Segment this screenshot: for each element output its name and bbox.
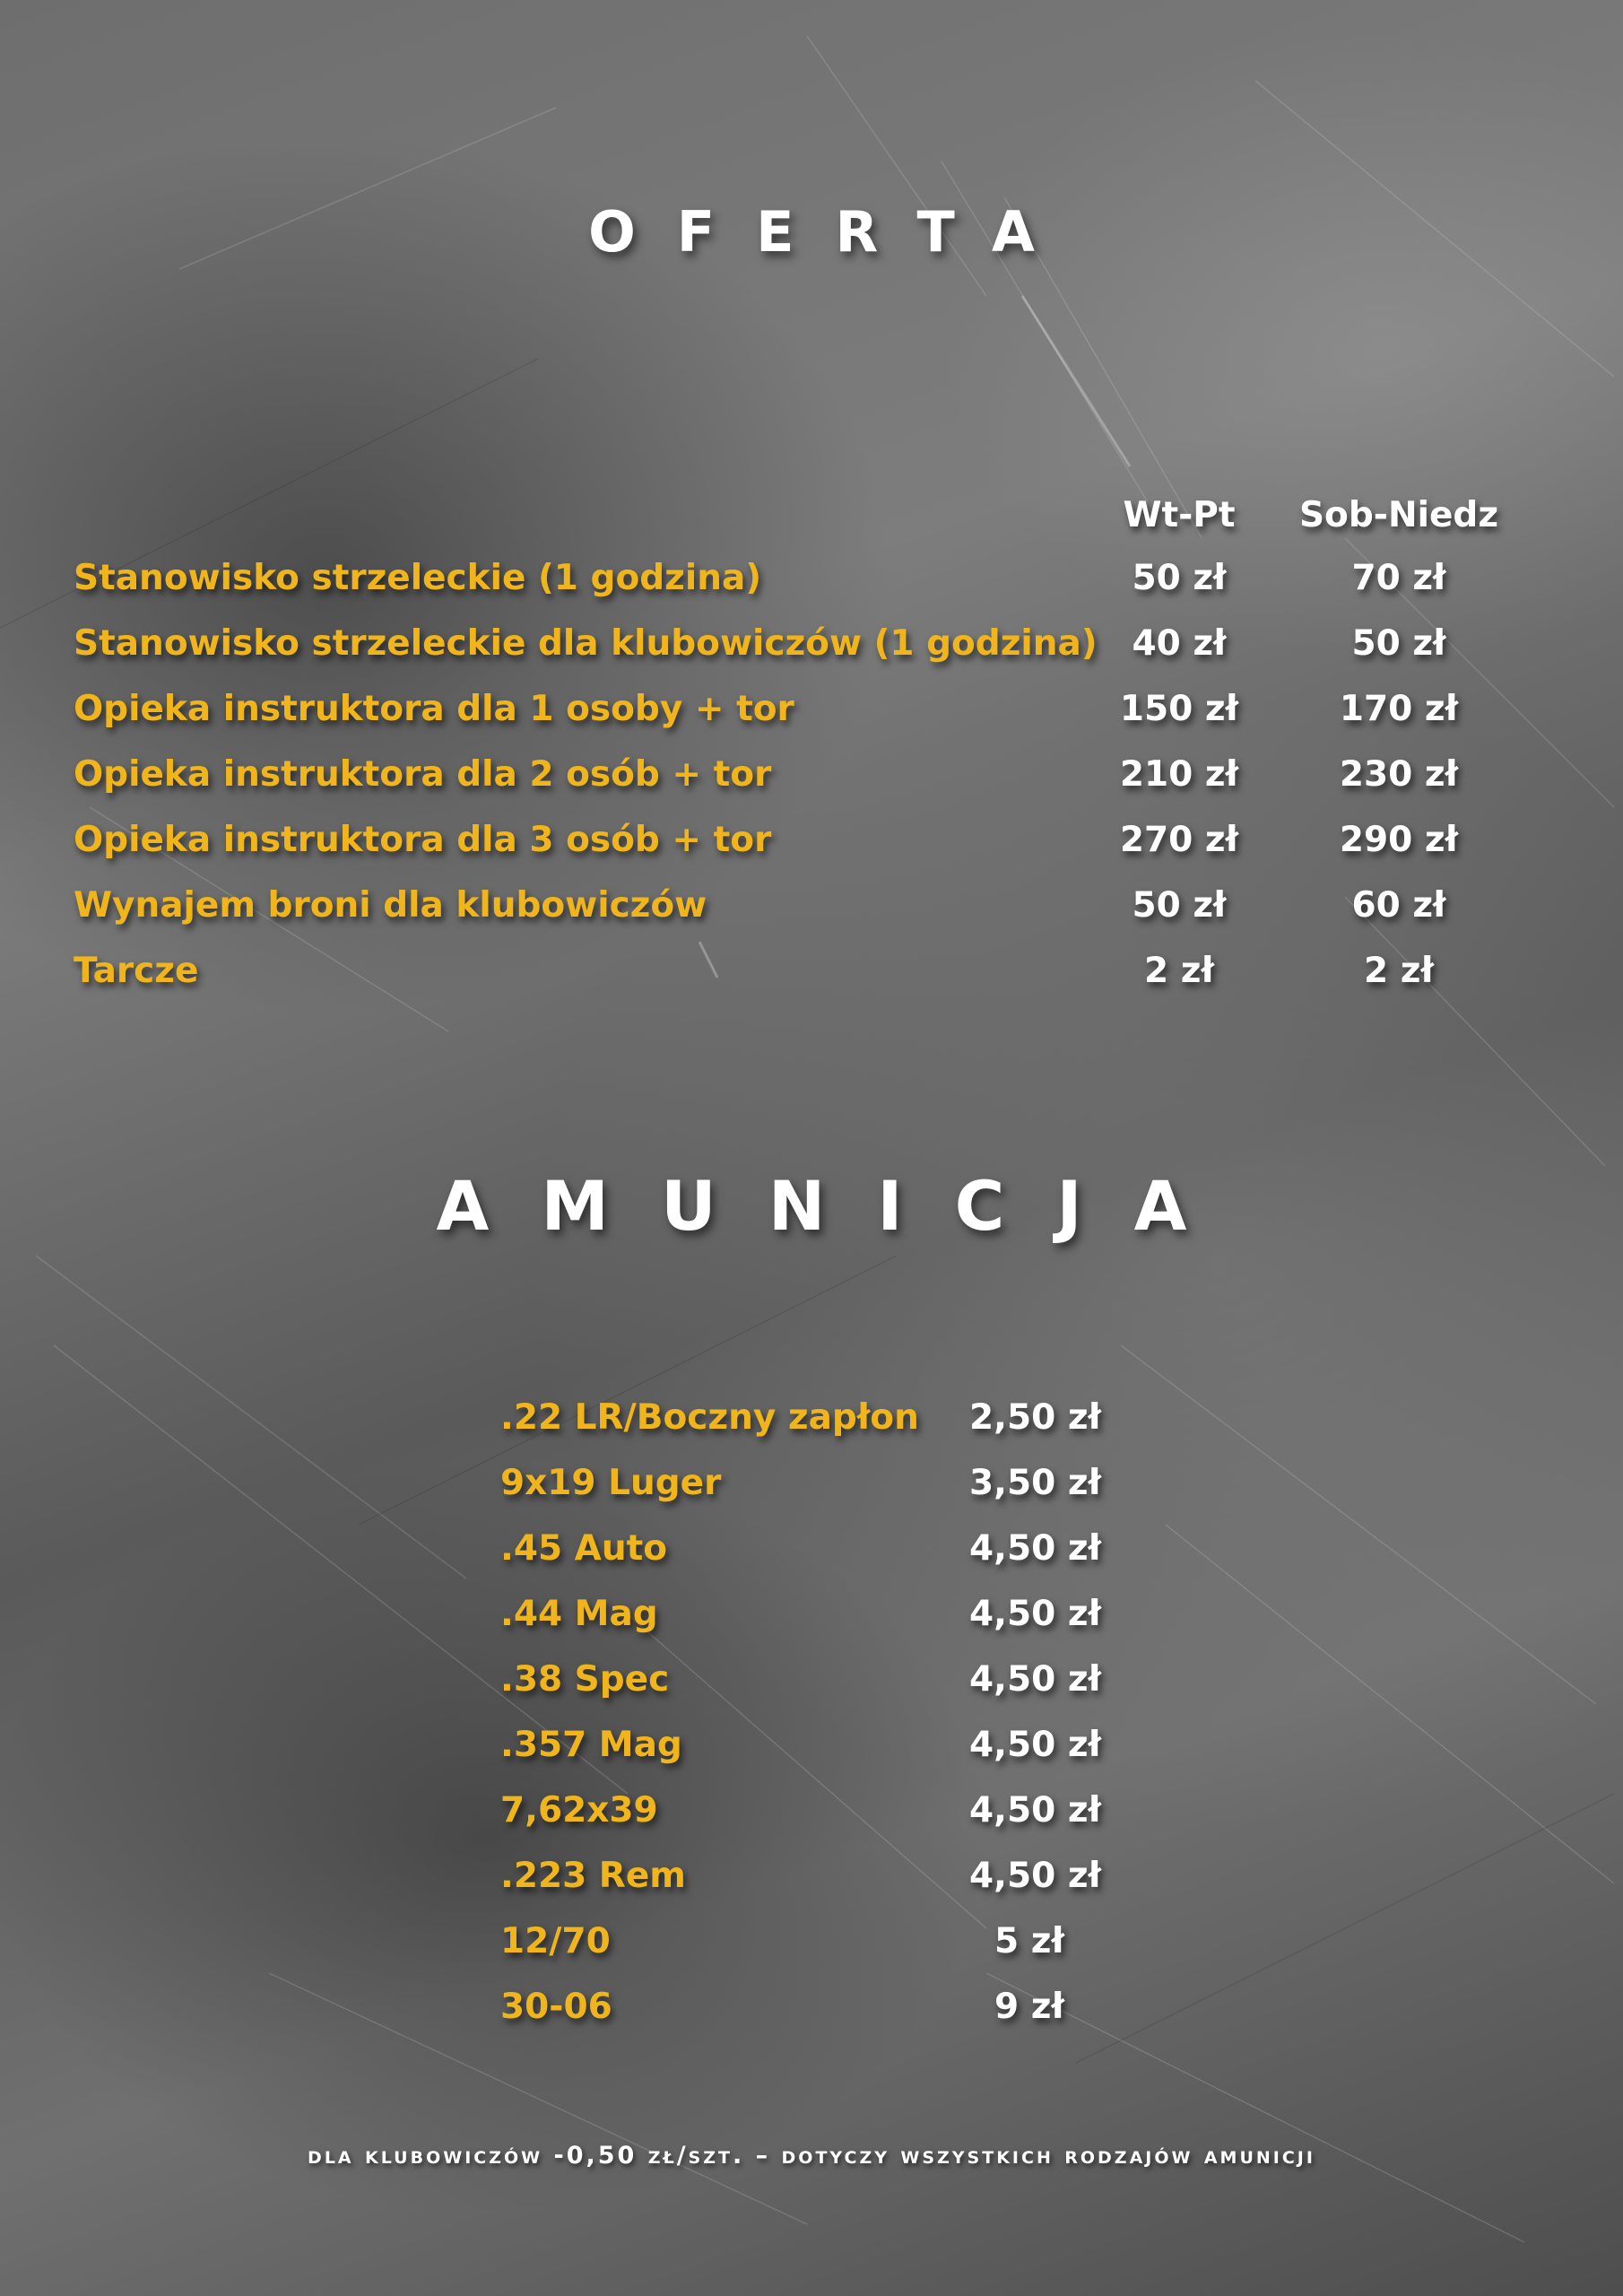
ammo-caliber: .45 Auto	[500, 1528, 668, 1569]
ammo-price: 4,50 zł	[969, 1856, 1101, 1896]
ammo-price-list	[500, 1397, 1128, 2052]
offer-price-weekend: 70 zł	[1351, 558, 1446, 598]
ammo-caliber: 30-06	[500, 1987, 612, 2027]
offer-row	[74, 558, 1562, 623]
offer-row	[74, 689, 1562, 754]
ammo-price: 9 zł	[994, 1987, 1064, 2027]
ammo-row	[500, 1725, 1128, 1790]
ammo-caliber: .357 Mag	[500, 1725, 682, 1765]
offer-price-list	[74, 558, 1562, 1016]
column-header-weekend: Sob-Niedz	[1298, 495, 1499, 535]
offer-price-weekend: 60 zł	[1351, 885, 1446, 926]
ammo-caliber: 7,62x39	[500, 1790, 658, 1831]
offer-price-weekend: 170 zł	[1339, 689, 1459, 729]
offer-price-weekday: 50 zł	[1132, 885, 1227, 926]
ammo-caliber: .223 Rem	[500, 1856, 686, 1896]
ammo-price: 4,50 zł	[969, 1528, 1101, 1569]
offer-price-weekend: 2 zł	[1364, 951, 1434, 991]
offer-price-weekday: 2 zł	[1144, 951, 1214, 991]
offer-item-name: Opieka instruktora dla 1 osoby + tor	[74, 689, 794, 729]
ammo-price: 3,50 zł	[969, 1463, 1101, 1503]
ammo-heading: AMUNICJA	[436, 1166, 1239, 1246]
ammo-price: 4,50 zł	[969, 1594, 1101, 1634]
offer-price-weekday: 50 zł	[1132, 558, 1227, 598]
offer-price-weekday: 270 zł	[1119, 820, 1239, 860]
ammo-row	[500, 1463, 1128, 1528]
ammo-caliber: 12/70	[500, 1921, 611, 1961]
ammo-price: 4,50 zł	[969, 1659, 1101, 1700]
ammo-caliber: .44 Mag	[500, 1594, 658, 1634]
ammo-price: 2,50 zł	[969, 1397, 1101, 1438]
ammo-price: 4,50 zł	[969, 1725, 1101, 1765]
offer-price-weekday: 210 zł	[1119, 754, 1239, 795]
ammo-row	[500, 1659, 1128, 1725]
offer-price-weekend: 50 zł	[1351, 623, 1446, 664]
offer-heading: OFERTA	[588, 199, 1076, 265]
offer-row	[74, 754, 1562, 820]
ammo-caliber: .22 LR/Boczny zapłon	[500, 1397, 919, 1438]
ammo-row	[500, 1594, 1128, 1659]
offer-item-name: Opieka instruktora dla 3 osób + tor	[74, 820, 772, 860]
ammo-row	[500, 1987, 1128, 2052]
ammo-caliber: .38 Spec	[500, 1659, 670, 1700]
ammo-row	[500, 1921, 1128, 1987]
offer-item-name: Wynajem broni dla klubowiczów	[74, 885, 707, 926]
ammo-price: 4,50 zł	[969, 1790, 1101, 1831]
member-discount-note: dla klubowiczów -0,50 zł/szt. – dotyczy wszystkich rodzajów amunicji	[308, 2142, 1315, 2170]
offer-price-weekend: 230 zł	[1339, 754, 1459, 795]
offer-price-weekday: 150 zł	[1119, 689, 1239, 729]
ammo-caliber: 9x19 Luger	[500, 1463, 722, 1503]
offer-row	[74, 885, 1562, 951]
offer-item-name: Stanowisko strzeleckie (1 godzina)	[74, 558, 762, 598]
offer-item-name: Tarcze	[74, 951, 199, 991]
ammo-row	[500, 1790, 1128, 1856]
offer-row	[74, 951, 1562, 1016]
ammo-row	[500, 1397, 1128, 1463]
offer-item-name: Stanowisko strzeleckie dla klubowiczów (1 godzina)	[74, 623, 1098, 664]
ammo-price: 5 zł	[994, 1921, 1064, 1961]
offer-item-name: Opieka instruktora dla 2 osób + tor	[74, 754, 772, 795]
ammo-row	[500, 1528, 1128, 1594]
offer-row	[74, 820, 1562, 885]
ammo-row	[500, 1856, 1128, 1921]
offer-price-weekday: 40 zł	[1132, 623, 1227, 664]
column-header-weekday: Wt-Pt	[1123, 495, 1236, 535]
offer-price-weekend: 290 zł	[1339, 820, 1459, 860]
offer-row	[74, 623, 1562, 689]
